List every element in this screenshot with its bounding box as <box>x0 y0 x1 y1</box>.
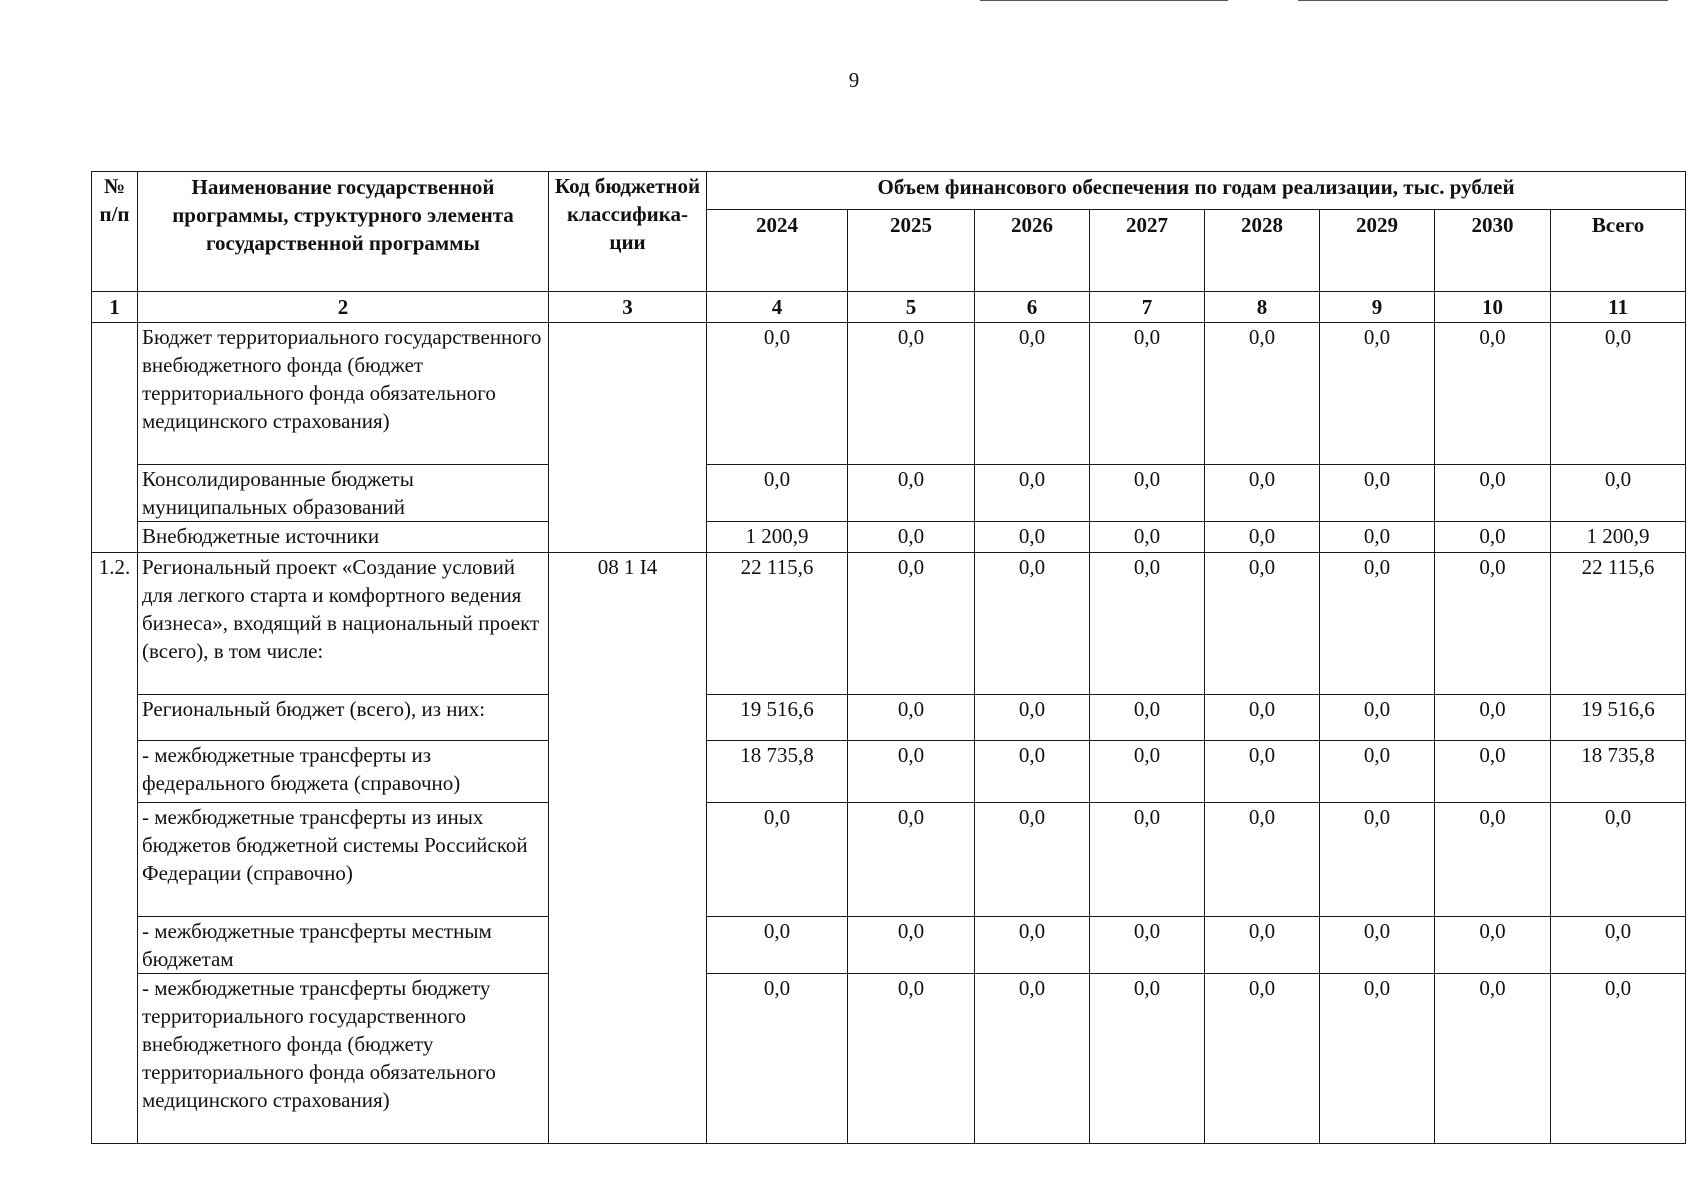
value-cell: 0,0 <box>1320 695 1435 741</box>
value-cell: 0,0 <box>1551 974 1686 1144</box>
value-cell: 0,0 <box>1090 553 1205 695</box>
value-cell: 0,0 <box>1320 553 1435 695</box>
value-cell: 0,0 <box>848 522 975 553</box>
column-number: 7 <box>1090 292 1205 323</box>
value-cell: 0,0 <box>1551 323 1686 465</box>
value-cell: 0,0 <box>1205 553 1320 695</box>
header-col-volume: Объем финансового обеспечения по годам реализации, тыс. рублей <box>707 172 1686 210</box>
value-cell: 0,0 <box>975 803 1090 917</box>
row-name: Внебюджетные источники <box>138 522 549 553</box>
column-number: 6 <box>975 292 1090 323</box>
page-number: 9 <box>848 68 860 92</box>
value-cell: 0,0 <box>1435 553 1551 695</box>
table-row <box>92 741 1686 803</box>
value-cell: 0,0 <box>975 974 1090 1144</box>
value-cell: 0,0 <box>975 741 1090 803</box>
row-name: - межбюджетные трансферты бюджету территориального государственного внебюджетного фонда (бюджету территориального фонда обязательного медицинского страхования) <box>138 974 549 1144</box>
value-cell: 19 516,6 <box>1551 695 1686 741</box>
table-row <box>92 974 1686 1144</box>
value-cell: 0,0 <box>1435 522 1551 553</box>
row-code <box>549 323 707 553</box>
value-cell: 0,0 <box>975 553 1090 695</box>
value-cell: 0,0 <box>1435 741 1551 803</box>
value-cell: 0,0 <box>1320 974 1435 1144</box>
value-cell: 0,0 <box>975 522 1090 553</box>
value-cell: 0,0 <box>1090 917 1205 974</box>
scan-artifact-line <box>1298 0 1668 1</box>
value-cell: 0,0 <box>1435 465 1551 522</box>
value-cell: 0,0 <box>1090 323 1205 465</box>
row-index: 1.2. <box>92 553 138 1144</box>
column-number: 10 <box>1435 292 1551 323</box>
value-cell: 22 115,6 <box>1551 553 1686 695</box>
scan-artifact-line <box>980 0 1228 1</box>
value-cell: 22 115,6 <box>707 553 848 695</box>
row-index <box>92 323 138 553</box>
value-cell: 0,0 <box>1320 917 1435 974</box>
value-cell: 0,0 <box>1320 741 1435 803</box>
column-number: 9 <box>1320 292 1435 323</box>
header-year: 2030 <box>1435 210 1551 292</box>
value-cell: 0,0 <box>848 695 975 741</box>
column-number: 1 <box>92 292 138 323</box>
row-name: Региональный проект «Создание условий для легкого старта и комфортного ведения бизнеса», входящий в национальный проект (всего), в том числе: <box>138 553 549 695</box>
row-name: - межбюджетные трансферты из иных бюджетов бюджетной системы Российской Федерации (справочно) <box>138 803 549 917</box>
value-cell: 0,0 <box>1551 917 1686 974</box>
column-number: 3 <box>549 292 707 323</box>
value-cell: 0,0 <box>1205 917 1320 974</box>
value-cell: 0,0 <box>1320 465 1435 522</box>
value-cell: 18 735,8 <box>1551 741 1686 803</box>
value-cell: 0,0 <box>707 323 848 465</box>
table-row <box>92 522 1686 553</box>
header-year: 2025 <box>848 210 975 292</box>
value-cell: 0,0 <box>1205 465 1320 522</box>
row-name: - межбюджетные трансферты из федерального бюджета (справочно) <box>138 741 549 803</box>
value-cell: 0,0 <box>1320 522 1435 553</box>
value-cell: 0,0 <box>1551 803 1686 917</box>
value-cell: 0,0 <box>707 803 848 917</box>
value-cell: 0,0 <box>975 323 1090 465</box>
value-cell: 19 516,6 <box>707 695 848 741</box>
value-cell: 0,0 <box>1320 323 1435 465</box>
row-name: - межбюджетные трансферты местным бюджетам <box>138 917 549 974</box>
value-cell: 0,0 <box>1090 741 1205 803</box>
row-code: 08 1 I4 <box>549 553 707 1144</box>
value-cell: 0,0 <box>848 741 975 803</box>
value-cell: 0,0 <box>1090 695 1205 741</box>
table-row <box>92 323 1686 465</box>
table-row <box>92 695 1686 741</box>
value-cell: 0,0 <box>1205 522 1320 553</box>
value-cell: 0,0 <box>1435 917 1551 974</box>
value-cell: 0,0 <box>848 803 975 917</box>
value-cell: 0,0 <box>848 323 975 465</box>
value-cell: 0,0 <box>975 465 1090 522</box>
value-cell: 1 200,9 <box>1551 522 1686 553</box>
table-row <box>92 465 1686 522</box>
header-row-top <box>92 172 1686 210</box>
value-cell: 18 735,8 <box>707 741 848 803</box>
value-cell: 0,0 <box>1435 803 1551 917</box>
column-number: 4 <box>707 292 848 323</box>
table-row <box>92 803 1686 917</box>
value-cell: 0,0 <box>1435 974 1551 1144</box>
value-cell: 0,0 <box>1320 803 1435 917</box>
header-col-code: Код бюджетной классифика-ции <box>549 172 707 292</box>
column-number: 2 <box>138 292 549 323</box>
value-cell: 0,0 <box>1551 465 1686 522</box>
header-year: 2026 <box>975 210 1090 292</box>
value-cell: 0,0 <box>1205 323 1320 465</box>
column-number: 5 <box>848 292 975 323</box>
value-cell: 0,0 <box>1205 974 1320 1144</box>
value-cell: 0,0 <box>975 917 1090 974</box>
value-cell: 0,0 <box>848 553 975 695</box>
value-cell: 0,0 <box>848 465 975 522</box>
header-col-no: № п/п <box>92 172 138 292</box>
value-cell: 0,0 <box>707 465 848 522</box>
value-cell: 0,0 <box>1435 695 1551 741</box>
header-year: 2028 <box>1205 210 1320 292</box>
column-number: 11 <box>1551 292 1686 323</box>
header-year: 2024 <box>707 210 848 292</box>
column-number: 8 <box>1205 292 1320 323</box>
value-cell: 0,0 <box>1435 323 1551 465</box>
header-year: 2027 <box>1090 210 1205 292</box>
value-cell: 0,0 <box>1090 465 1205 522</box>
row-name: Консолидированные бюджеты муниципальных образований <box>138 465 549 522</box>
value-cell: 0,0 <box>1090 803 1205 917</box>
value-cell: 0,0 <box>848 974 975 1144</box>
table-row <box>92 553 1686 695</box>
value-cell: 0,0 <box>707 974 848 1144</box>
financing-table <box>91 171 1686 1144</box>
row-name: Бюджет территориального государственного внебюджетного фонда (бюджет территориального фонда обязательного медицинского страхования) <box>138 323 549 465</box>
header-total: Всего <box>1551 210 1686 292</box>
value-cell: 0,0 <box>1090 974 1205 1144</box>
row-name: Региональный бюджет (всего), из них: <box>138 695 549 741</box>
value-cell: 0,0 <box>707 917 848 974</box>
value-cell: 0,0 <box>1090 522 1205 553</box>
value-cell: 1 200,9 <box>707 522 848 553</box>
header-col-name: Наименование государственной программы, структурного элемента государственной программы <box>138 172 549 292</box>
value-cell: 0,0 <box>1205 803 1320 917</box>
table-row <box>92 917 1686 974</box>
value-cell: 0,0 <box>1205 741 1320 803</box>
header-year: 2029 <box>1320 210 1435 292</box>
value-cell: 0,0 <box>848 917 975 974</box>
value-cell: 0,0 <box>975 695 1090 741</box>
column-numbers-row <box>92 292 1686 323</box>
value-cell: 0,0 <box>1205 695 1320 741</box>
